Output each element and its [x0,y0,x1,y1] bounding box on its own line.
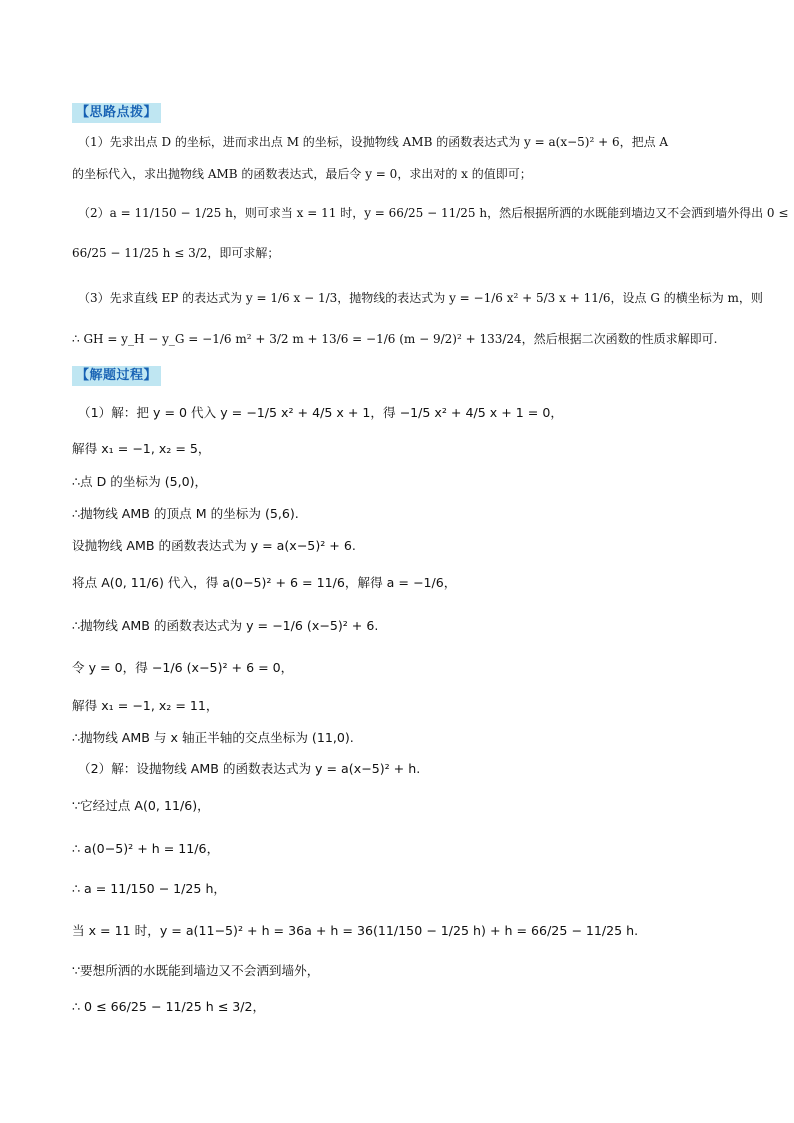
solution-line-17: ∴ 0 ≤ 66/25 − 11/25 h ≤ 3/2， [72,999,266,1014]
section-header-thinking: 【思路点拨】 [72,103,161,123]
solution-line-1: （1）解：把 y = 0 代入 y = −1/5 x² + 4/5 x + 1，得 −1/5 x² + 4/5 x + 1 = 0， [78,405,563,420]
thinking-line-4: 66/25 − 11/25 h ≤ 3/2，即可求解； [72,246,280,260]
thinking-line-5: （3）先求直线 EP 的表达式为 y = 1/6 x − 1/3，抛物线的表达式为 y = −1/6 x² + 5/3 x + 11/6，设点 G 的横坐标为 m，则 [78,291,763,305]
solution-line-3: ∴点 D 的坐标为 (5,0)， [72,474,208,489]
thinking-line-6: ∴ GH = y_H − y_G = −1/6 m² + 3/2 m + 13/6 = −1/6 (m − 9/2)² + 133/24，然后根据二次函数的性质求解即可. [72,332,718,346]
solution-line-10: ∴抛物线 AMB 与 x 轴正半轴的交点坐标为 (11,0). [72,730,354,745]
thinking-line-2: 的坐标代入，求出抛物线 AMB 的函数表达式，最后令 y = 0，求出对的 x 的值即可； [72,167,532,181]
solution-line-16: ∵要想所洒的水既能到墙边又不会洒到墙外， [72,963,320,978]
solution-line-13: ∴ a(0−5)² + h = 11/6， [72,841,220,856]
solution-line-11: （2）解：设抛物线 AMB 的函数表达式为 y = a(x−5)² + h. [78,761,421,776]
solution-line-6: 将点 A(0, 11/6) 代入，得 a(0−5)² + 6 = 11/6，解得 a = −1/6， [72,575,457,590]
solution-line-2: 解得 x₁ = −1, x₂ = 5， [72,441,211,456]
thinking-line-1: （1）先求出点 D 的坐标，进而求出点 M 的坐标，设抛物线 AMB 的函数表达式为 y = a(x−5)² + 6，把点 A [78,135,669,149]
solution-line-4: ∴抛物线 AMB 的顶点 M 的坐标为 (5,6). [72,506,299,521]
solution-line-7: ∴抛物线 AMB 的函数表达式为 y = −1/6 (x−5)² + 6. [72,618,379,633]
solution-line-12: ∵它经过点 A(0, 11/6)， [72,798,210,813]
solution-line-15: 当 x = 11 时，y = a(11−5)² + h = 36a + h = 36(11/150 − 1/25 h) + h = 66/25 − 11/25 h. [72,923,639,938]
solution-line-14: ∴ a = 11/150 − 1/25 h， [72,881,227,896]
thinking-line-3: （2）a = 11/150 − 1/25 h，则可求当 x = 11 时，y = 66/25 − 11/25 h，然后根据所洒的水既能到墙边又不会洒到墙外得出 0 ≤ [78,206,789,220]
section-header-solution: 【解题过程】 [72,366,161,386]
solution-line-9: 解得 x₁ = −1, x₂ = 11， [72,698,219,713]
solution-line-5: 设抛物线 AMB 的函数表达式为 y = a(x−5)² + 6. [72,538,356,553]
solution-line-8: 令 y = 0，得 −1/6 (x−5)² + 6 = 0， [72,660,294,675]
